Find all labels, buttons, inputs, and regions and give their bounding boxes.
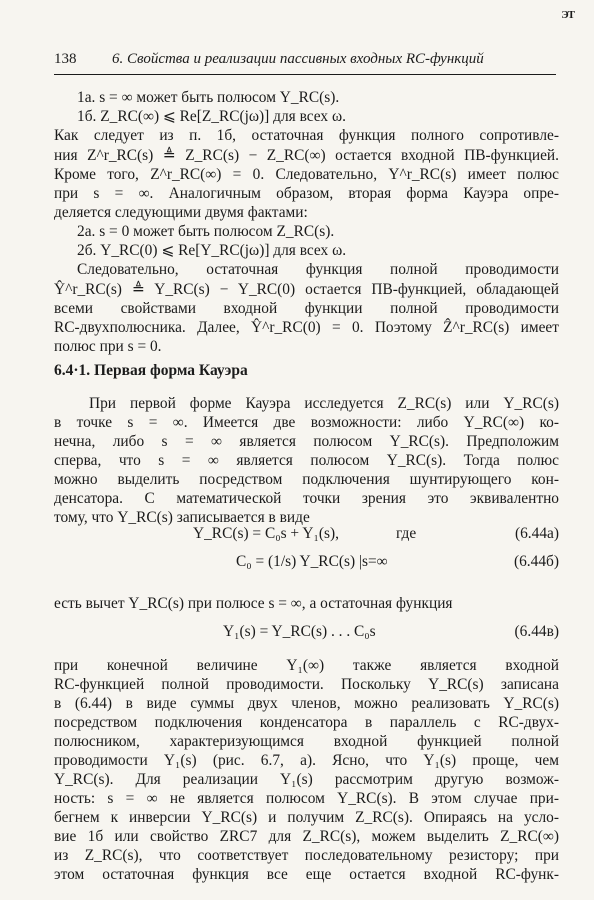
equation-6-44a: Y_RC(s) = C₀s + Y₁(s), xyxy=(193,525,339,542)
equation-where: где xyxy=(396,525,417,542)
corner-mark: ЭТ xyxy=(561,9,574,21)
text-line: проводимости Y₁(s) (рис. 6.7, a). Ясно, что Y₁(s) проще, чем xyxy=(54,752,559,769)
page-number: 138 xyxy=(54,51,77,67)
text-line: Y_RC(s). Для реализации Y₁(s) рассмотрим другую возмож- xyxy=(54,771,559,788)
text-line: 2б. Y_RC(0) ⩽ Re[Y_RC(jω)] для всех ω. xyxy=(77,242,347,259)
text-line: полюс при s = 0. xyxy=(54,338,162,355)
text-line: при конечной величине Y₁(∞) также является входной xyxy=(54,657,559,674)
equation-6-44v: Y₁(s) = Y_RC(s) . . . C₀s xyxy=(223,623,376,640)
running-head: 6. Свойства и реализации пассивных входных RC-функций xyxy=(112,51,484,67)
text-line: вие 1б или свойство ZRC7 для Z_RC(s), можем выделить Z_RC(∞) xyxy=(54,828,559,845)
header-rule xyxy=(54,74,556,75)
text-line: Ŷ^r_RC(s) ≜ Y_RC(s) − Y_RC(0) остается ПВ-функцией, обладающей xyxy=(54,281,559,298)
text-line: денсатора. С математической точки зрения это эквивалентно xyxy=(54,490,559,507)
text-line: этом остаточная функция все еще остается входной RC-функ- xyxy=(54,866,559,883)
equation-6-44b: C₀ = (1/s) Y_RC(s) |s=∞ xyxy=(236,553,388,570)
text-line: ния Z^r_RC(s) ≜ Z_RC(s) − Z_RC(∞) остается входной ПВ-функцией. xyxy=(54,147,559,164)
text-line: ность: s = ∞ не является полюсом Y_RC(s). В этом случае при- xyxy=(54,790,559,807)
text-line: тому, что Y_RC(s) записывается в виде xyxy=(54,509,310,526)
text-line: RC-функцией полной проводимости. Поскольку Y_RC(s) записана xyxy=(54,676,559,693)
equation-number: (6.44в) xyxy=(514,623,559,640)
text-line: При первой форме Кауэра исследуется Z_RC(s) или Y_RC(s) xyxy=(89,395,559,412)
text-line: при s = ∞. Аналогичным образом, вторая форма Кауэра опре- xyxy=(54,185,559,202)
text-line: 1а. s = ∞ может быть полюсом Y_RC(s). xyxy=(77,89,340,106)
text-line: Кроме того, Z^r_RC(∞) = 0. Следовательно, Y^r_RC(s) имеет полюс xyxy=(54,166,559,183)
text-line: RC-двухполюсника. Далее, Ŷ^r_RC(0) = 0. Поэтому Ẑ^r_RC(s) имеет xyxy=(54,319,559,336)
equation-number: (6.44б) xyxy=(513,553,559,570)
text-line: можно выделить посредством подключения шунтирующего кон- xyxy=(54,471,559,488)
text-line: всеми свойствами входной функции полной проводимости xyxy=(54,300,559,317)
text-line: есть вычет Y_RC(s) при полюсе s = ∞, а остаточная функция xyxy=(54,595,453,612)
text-line: Следовательно, остаточная функция полной проводимости xyxy=(77,261,559,278)
text-line: 2а. s = 0 может быть полюсом Z_RC(s). xyxy=(77,223,335,240)
equation-number: (6.44а) xyxy=(514,525,559,542)
section-title: 6.4·1. Первая форма Кауэра xyxy=(54,362,248,379)
text-line: бегнем к инверсии Y_RC(s) и получим Z_RC(s). Опираясь на усло- xyxy=(54,809,559,826)
text-line: нечна, либо s = ∞ является полюсом Y_RC(s). Предположим xyxy=(54,433,559,450)
text-line: Как следует из п. 1б, остаточная функция полного сопротивле- xyxy=(54,127,559,144)
text-line: деляется следующими двумя фактами: xyxy=(54,204,308,221)
text-line: в (6.44) в виде суммы двух членов, можно реализовать Y_RC(s) xyxy=(54,695,559,712)
text-line: посредством подключения конденсатора в параллель с RC-двух- xyxy=(54,714,559,731)
text-line: в точке s = ∞. Имеется две возможности: либо Y_RC(∞) ко- xyxy=(54,414,559,431)
text-line: из Z_RC(s), что соответствует последовательному резистору; при xyxy=(54,847,559,864)
text-line: 1б. Z_RC(∞) ⩽ Re[Z_RC(jω)] для всех ω. xyxy=(77,108,346,125)
text-line: полюсником, характеризующимся входной функцией полной xyxy=(54,733,559,750)
text-line: сперва, что s = ∞ является полюсом Y_RC(s). Тогда полюс xyxy=(54,452,559,469)
